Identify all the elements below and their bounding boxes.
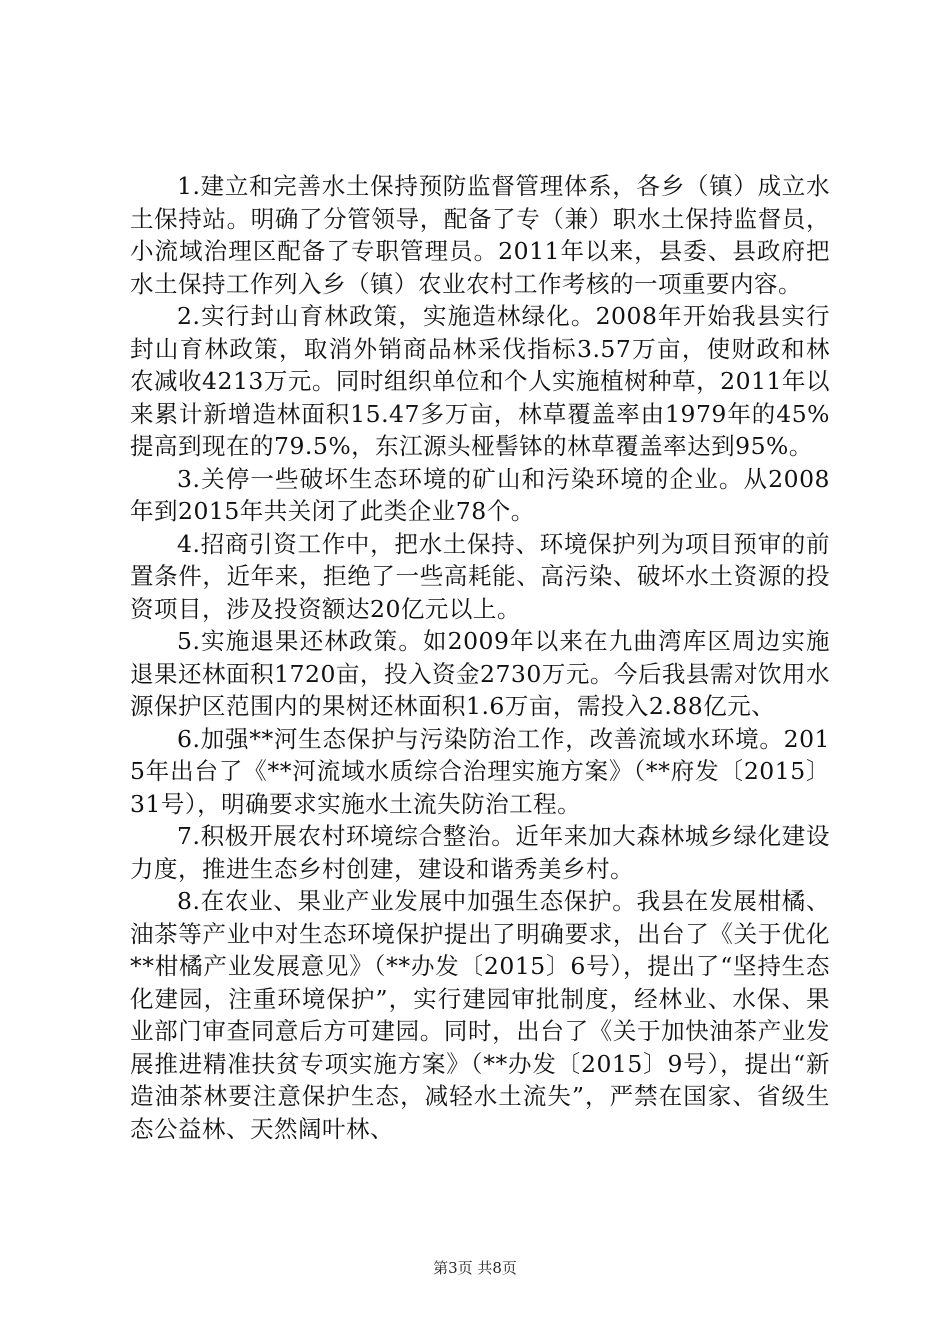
paragraph-4: 4.招商引资工作中，把水土保持、环境保护列为项目预审的前置条件，近年来，拒绝了一些高耗能、高污染、破坏水土资源的投资项目，涉及投资额达20亿元以上。: [130, 529, 830, 623]
paragraph-7: 7.积极开展农村环境综合整治。近年来加大森林城乡绿化建设力度，推进生态乡村创建，建设和谐秀美乡村。: [130, 822, 830, 883]
paragraph-6: 6.加强**河生态保护与污染防治工作，改善流域水环境。2015年出台了《**河流域水质综合治理实施方案》（**府发〔2015〕31号），明确要求实施水土流失防治工程。: [130, 724, 830, 818]
paragraph-1: 1.建立和完善水土保持预防监督管理体系，各乡（镇）成立水土保持站。明确了分管领导，配备了专（兼）职水土保持监督员，小流域治理区配备了专职管理员。2011年以来，县委、县政府把水土保持工作列入乡（镇）农业农村工作考核的一项重要内容。: [130, 172, 830, 298]
paragraph-2: 2.实行封山育林政策，实施造林绿化。2008年开始我县实行封山育林政策，取消外销商品林采伐指标3.57万亩，使财政和林农减收4213万元。同时组织单位和个人实施植树种草，2011年以来累计新增造林面积15.47多万亩，林草覆盖率由1979年的45%提高到现在的79.5%，东江源头桠髻钵的林草覆盖率达到95%。: [130, 302, 830, 460]
page-number-footer: 第3页 共8页: [433, 1259, 517, 1277]
paragraph-8: 8.在农业、果业产业发展中加强生态保护。我县在发展柑橘、油茶等产业中对生态环境保护提出了明确要求，出台了《关于优化**柑橘产业发展意见》（**办发〔2015〕6号），提出了“坚持生态化建园，注重环境保护”，实行建园审批制度，经林业、水保、果业部门审查同意后方可建园。同时，出台了《关于加快油茶产业发展推进精准扶贫专项实施方案》（**办发〔2015〕9号），提出“新造油茶林要注意保护生态，减轻水土流失”，严禁在国家、省级生态公益林、天然阔叶林、: [130, 887, 830, 1143]
document-body: [130, 170, 830, 1145]
paragraph-3: 3.关停一些破坏生态环境的矿山和污染环境的企业。从2008年到2015年共关闭了此类企业78个。: [130, 464, 830, 525]
paragraph-5: 5.实施退果还林政策。如2009年以来在九曲湾库区周边实施退果还林面积1720亩，投入资金2730万元。今后我县需对饮用水源保护区范围内的果树还林面积1.6万亩，需投入2.88亿元、: [130, 627, 830, 720]
